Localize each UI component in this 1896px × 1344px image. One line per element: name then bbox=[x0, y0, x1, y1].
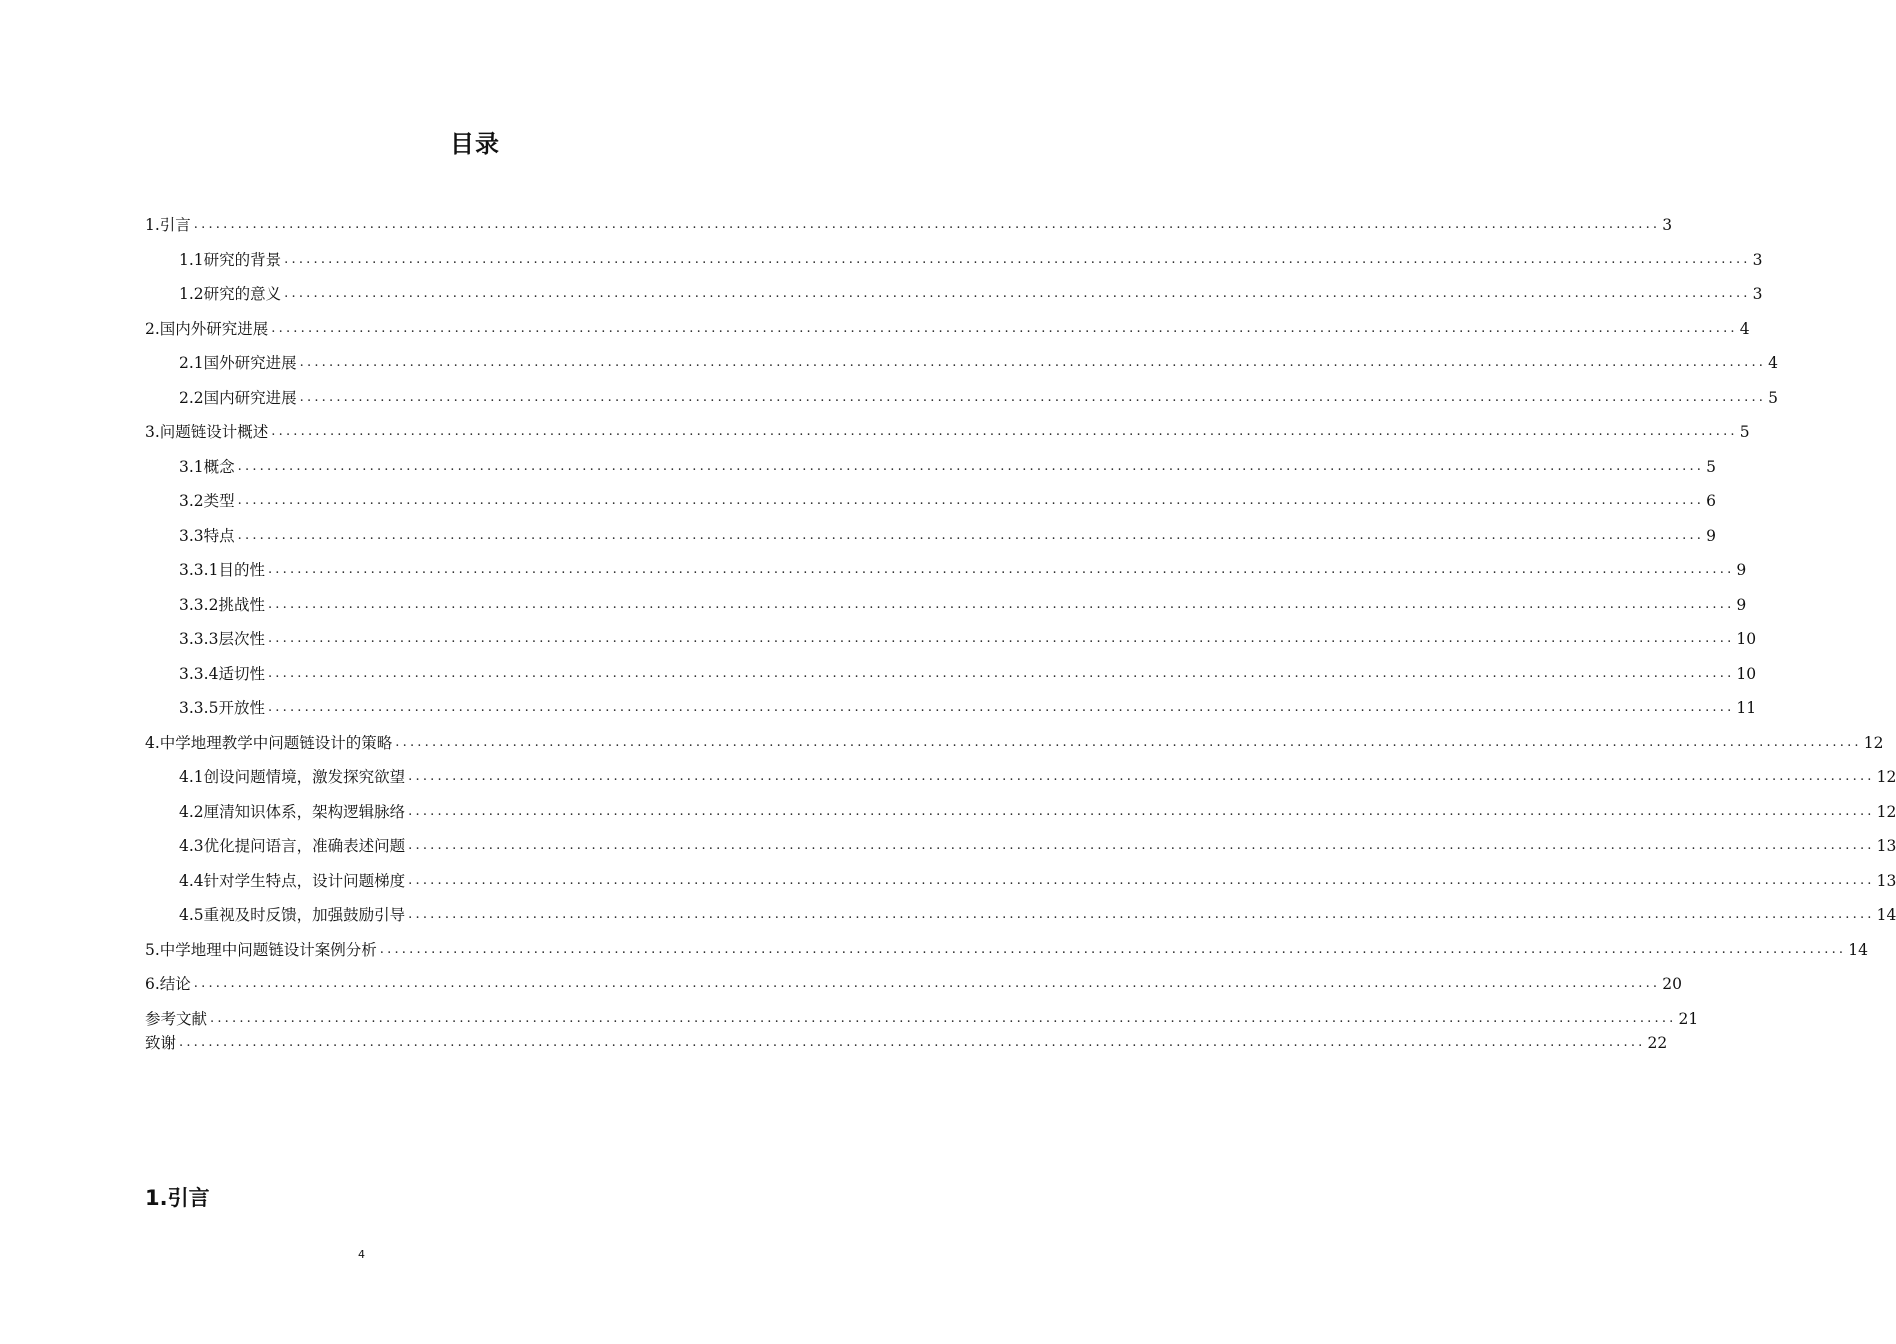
toc-entry-page: 5 bbox=[1739, 423, 1750, 441]
toc-entry-label: 1.引言 bbox=[145, 216, 191, 234]
toc-entry[interactable] bbox=[145, 420, 1750, 444]
toc-entry-label: 5.中学地理中问题链设计案例分析 bbox=[145, 941, 377, 959]
toc-entry-label: 3.3特点 bbox=[179, 527, 235, 545]
toc-entry-page: 20 bbox=[1662, 975, 1682, 993]
toc-entry[interactable] bbox=[145, 972, 1682, 996]
toc-entry-label: 4.中学地理教学中问题链设计的策略 bbox=[145, 734, 393, 752]
toc-entry-page: 21 bbox=[1678, 1010, 1699, 1028]
toc-dot-leader: ........................................................................................................................................................................................................ bbox=[284, 286, 1751, 301]
toc-entry-page: 3 bbox=[1752, 251, 1763, 269]
toc-dot-leader: ........................................................................................................................................................................................................ bbox=[284, 252, 1751, 267]
toc-entry[interactable] bbox=[179, 869, 1896, 893]
toc-entry-label: 1.1研究的背景 bbox=[179, 251, 282, 269]
toc-entry-page: 14 bbox=[1876, 906, 1896, 924]
toc-entry-label: 2.国内外研究进展 bbox=[145, 320, 269, 338]
toc-dot-leader: ........................................................................................................................................................................................................ bbox=[237, 493, 1705, 508]
toc-dot-leader: ........................................................................................................................................................................................................ bbox=[299, 390, 1767, 405]
toc-entry-label: 1.2研究的意义 bbox=[179, 285, 282, 303]
toc-dot-leader: ........................................................................................................................................................................................................ bbox=[237, 528, 1705, 543]
toc-dot-leader: ........................................................................................................................................................................................................ bbox=[267, 597, 1735, 612]
toc-entry[interactable] bbox=[179, 696, 1757, 720]
toc-entry-page: 9 bbox=[1706, 527, 1716, 545]
toc-entry-page: 3 bbox=[1752, 285, 1763, 303]
toc-dot-leader: ........................................................................................................................................................................................................ bbox=[179, 1035, 1646, 1050]
toc-entry-label: 3.3.3层次性 bbox=[179, 630, 265, 648]
toc-entry-page: 4 bbox=[1739, 320, 1750, 338]
toc-entry-page: 9 bbox=[1736, 561, 1747, 579]
toc-entry[interactable] bbox=[179, 800, 1896, 824]
page-number: 4 bbox=[358, 1248, 365, 1261]
toc-dot-leader: ........................................................................................................................................................................................................ bbox=[271, 321, 1738, 336]
toc-dot-leader: ........................................................................................................................................................................................................ bbox=[237, 459, 1705, 474]
toc-entry-page: 3 bbox=[1662, 216, 1673, 234]
toc-dot-leader: ........................................................................................................................................................................................................ bbox=[271, 424, 1738, 439]
toc-dot-leader: ........................................................................................................................................................................................................ bbox=[379, 942, 1847, 957]
toc-entry-page: 4 bbox=[1768, 354, 1778, 372]
section-heading: 1.引言 bbox=[145, 1186, 210, 1210]
toc-dot-leader: ........................................................................................................................................................................................................ bbox=[408, 804, 1875, 819]
toc-entry-label: 3.3.5开放性 bbox=[179, 699, 265, 717]
toc-entry[interactable] bbox=[145, 213, 1673, 237]
toc-entry-label: 3.问题链设计概述 bbox=[145, 423, 269, 441]
toc-entry[interactable] bbox=[179, 489, 1716, 513]
toc-dot-leader: ........................................................................................................................................................................................................ bbox=[408, 838, 1875, 853]
toc-entry[interactable] bbox=[179, 455, 1716, 479]
toc-dot-leader: ........................................................................................................................................................................................................ bbox=[267, 562, 1735, 577]
toc-dot-leader: ........................................................................................................................................................................................................ bbox=[210, 1011, 1677, 1026]
toc-entry[interactable] bbox=[179, 662, 1757, 686]
toc-entry-page: 10 bbox=[1736, 630, 1757, 648]
toc-entry-page: 5 bbox=[1768, 389, 1778, 407]
toc-entry[interactable] bbox=[179, 903, 1896, 927]
toc-dot-leader: ........................................................................................................................................................................................................ bbox=[408, 769, 1875, 784]
toc-entry-page: 10 bbox=[1736, 665, 1757, 683]
toc-entry[interactable] bbox=[145, 1031, 1668, 1055]
toc-entry-page: 6 bbox=[1706, 492, 1716, 510]
toc-entry-label: 2.1国外研究进展 bbox=[179, 354, 297, 372]
toc-entry-page: 12 bbox=[1876, 803, 1896, 821]
toc-entry[interactable] bbox=[145, 938, 1868, 962]
toc-entry-label: 2.2国内研究进展 bbox=[179, 389, 297, 407]
toc-entry-page: 13 bbox=[1876, 837, 1896, 855]
toc-dot-leader: ........................................................................................................................................................................................................ bbox=[408, 907, 1875, 922]
toc-title: 目录 bbox=[450, 130, 500, 158]
toc-dot-leader: ........................................................................................................................................................................................................ bbox=[299, 355, 1767, 370]
toc-dot-leader: ........................................................................................................................................................................................................ bbox=[267, 631, 1735, 646]
toc-entry-page: 11 bbox=[1736, 699, 1757, 717]
toc-entry-page: 13 bbox=[1876, 872, 1896, 890]
toc-entry-label: 6.结论 bbox=[145, 975, 191, 993]
toc-entry-label: 3.3.4适切性 bbox=[179, 665, 265, 683]
toc-dot-leader: ........................................................................................................................................................................................................ bbox=[267, 700, 1735, 715]
toc-entry[interactable] bbox=[145, 317, 1750, 341]
toc-entry-label: 3.1概念 bbox=[179, 458, 235, 476]
toc-entry-label: 致谢 bbox=[145, 1034, 177, 1052]
toc-entry[interactable] bbox=[179, 351, 1778, 375]
toc-entry-label: 3.2类型 bbox=[179, 492, 235, 510]
toc-entry[interactable] bbox=[179, 524, 1716, 548]
toc-entry[interactable] bbox=[145, 1007, 1699, 1031]
toc-entry[interactable] bbox=[145, 731, 1884, 755]
toc-entry-label: 4.5重视及时反馈，加强鼓励引导 bbox=[179, 906, 406, 924]
toc-entry-label: 4.2厘清知识体系，架构逻辑脉络 bbox=[179, 803, 406, 821]
toc-entry-page: 14 bbox=[1848, 941, 1868, 959]
toc-entry-label: 4.4针对学生特点，设计问题梯度 bbox=[179, 872, 406, 890]
toc-entry[interactable] bbox=[179, 765, 1896, 789]
toc-entry-page: 22 bbox=[1647, 1034, 1668, 1052]
toc-entry-page: 12 bbox=[1876, 768, 1896, 786]
toc-dot-leader: ........................................................................................................................................................................................................ bbox=[395, 735, 1862, 750]
toc-entry-label: 3.3.2挑战性 bbox=[179, 596, 265, 614]
toc-dot-leader: ........................................................................................................................................................................................................ bbox=[193, 217, 1661, 232]
toc-dot-leader: ........................................................................................................................................................................................................ bbox=[193, 976, 1661, 991]
toc-entry[interactable] bbox=[179, 386, 1778, 410]
toc-entry[interactable] bbox=[179, 248, 1763, 272]
toc-dot-leader: ........................................................................................................................................................................................................ bbox=[267, 666, 1735, 681]
toc-entry[interactable] bbox=[179, 593, 1747, 617]
toc-entry-page: 9 bbox=[1736, 596, 1747, 614]
toc-entry-label: 4.1创设问题情境，激发探究欲望 bbox=[179, 768, 406, 786]
toc-entry[interactable] bbox=[179, 282, 1763, 306]
toc-entry[interactable] bbox=[179, 834, 1896, 858]
toc-entry-label: 3.3.1目的性 bbox=[179, 561, 265, 579]
toc-dot-leader: ........................................................................................................................................................................................................ bbox=[408, 873, 1875, 888]
toc-entry[interactable] bbox=[179, 558, 1747, 582]
toc-entry-page: 12 bbox=[1863, 734, 1884, 752]
toc-entry-label: 参考文献 bbox=[145, 1010, 208, 1028]
toc-entry-page: 5 bbox=[1706, 458, 1716, 476]
toc-entry-label: 4.3优化提问语言，准确表述问题 bbox=[179, 837, 406, 855]
toc-entry[interactable] bbox=[179, 627, 1757, 651]
